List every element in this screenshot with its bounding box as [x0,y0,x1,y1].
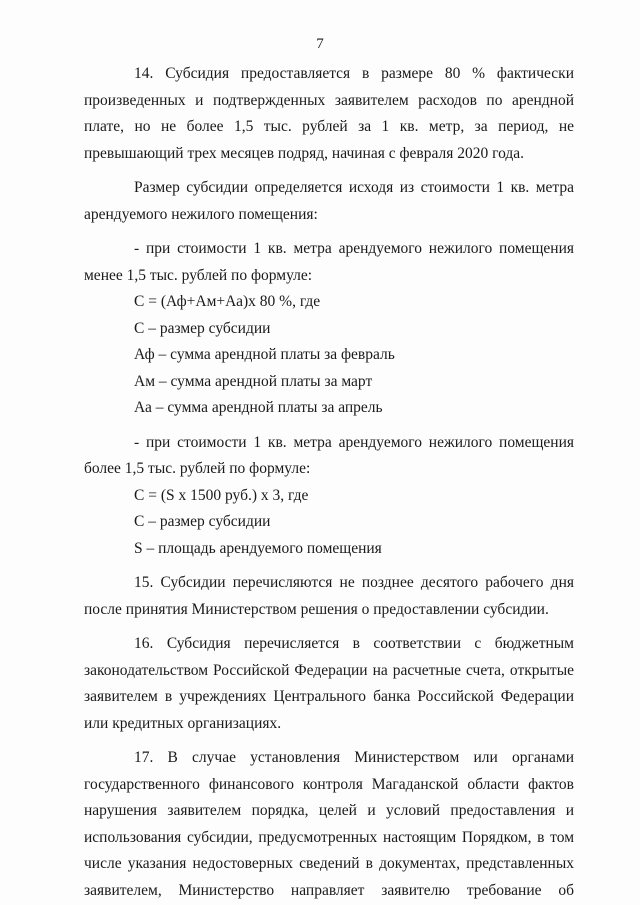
document-body [84,61,574,904]
paragraph-cost-less: - при стоимости 1 кв. метра арендуемого нежилого помещения менее 1,5 тыс. рублей по формуле: [84,240,574,284]
definition-af: Аф – сумма арендной платы за февраль [134,346,395,363]
formula-2: С = (S х 1500 руб.) х 3, где [134,486,309,504]
paragraph-subsidy-size: Размер субсидии определяется исходя из стоимости 1 кв. метра арендуемого нежилого помещения: [84,179,574,223]
paragraph-14: 14. Субсидия предоставляется в размере 80 % фактически произведенных и подтвержденных заявителем расходов по арендной плате, но не более 1,5 тыс. рублей за 1 кв. метр, за период, не превышающий трех месяцев подряд, начиная с февраля 2020 года. [84,65,574,162]
definition-am: Ам – сумма арендной платы за март [134,372,373,390]
definition-aa: Аа – сумма арендной платы за апрель [134,399,383,416]
paragraph-17: 17. В случае установления Министерством или органами государственного финансового контроля Магаданской области фактов нарушения заявителем порядка, целей и условий предоставления и использования субсидии, предусмотренных настоящим Порядком, в том числе указания недостоверных сведений в документах, представленных заявителем, Министерство направляет заявителю требование об [84,749,574,899]
page-number: 7 [316,36,324,52]
definition-c-2: С – размер субсидии [134,513,271,530]
formula-1: С = (Аф+Ам+Аа)х 80 %, где [134,293,321,310]
paragraph-16: 16. Субсидия перечисляется в соответствии с бюджетным законодательством Российской Федерации на расчетные счета, открытые заявителем в учреждениях Центрального банка Российской Федерации или кредитных организациях. [84,635,574,732]
paragraph-15: 15. Субсидии перечисляются не позднее десятого рабочего дня после принятия Министерством решения о предоставлении субсидии. [84,574,574,618]
definition-c-1: С – размер субсидии [134,319,271,337]
paragraph-cost-more: - при стоимости 1 кв. метра арендуемого нежилого помещения более 1,5 тыс. рублей по формуле: [84,433,574,477]
definition-s: S – площадь арендуемого помещения [134,539,382,557]
